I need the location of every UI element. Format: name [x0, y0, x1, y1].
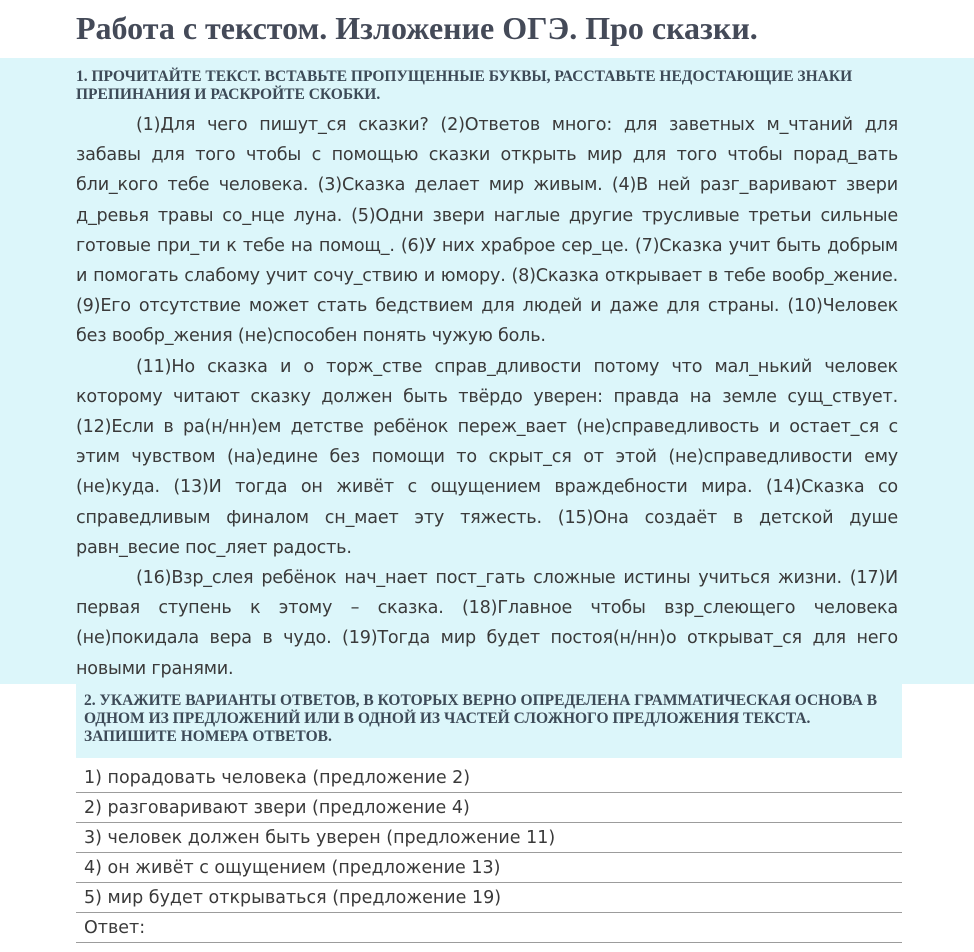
answer-line[interactable] [76, 913, 902, 943]
text-paragraph-1: (1)Для чего пишут_ся сказки? (2)Ответов много: для заветных м_чтаний для забавы для того чтобы с помощью сказки открыть мир для того чтобы порад_вать бли_кого тебе человека. (3)Сказка делает мир живым. (4)В ней разг_варивают звери д_ревья травы со_нце луна. (5)Одни звери наглые другие трусливые третьи сильные готовые при_ти к тебе на помощ_. (6)У них храброе сер_це. (7)Сказка учит быть добрым и помогать слабому учит сочу_ствию и юмору. (8)Сказка открывает в тебе вообр_жение. (9)Его отсутствие может стать бедствием для людей и даже для страны. (10)Человек без вообр_жения (не)способен понять чужую боль. [76, 115, 898, 347]
text-paragraph-3: (16)Взр_слея ребёнок нач_нает пост_гать сложные истины учиться жизни. (17)И первая ступень к этому – сказка. (18)Главное чтобы взр_слеющего человека (не)покидала вера в чудо. (19)Тогда мир будет постоя(н/нн)о открыват_ся для него новыми гранями. [76, 568, 898, 679]
answer-label: Ответ: [84, 918, 146, 938]
task-2-heading-box [76, 684, 902, 758]
page-title: Работа с текстом. Изложение ОГЭ. Про сказки. [76, 10, 758, 46]
text-paragraph-2: (11)Но сказка и о торж_стве справ_дливости потому что мал_нький человек которому читают сказку должен быть твёрдо уверен: правда на земле сущ_ствует. (12)Если в ра(н/нн)ем детстве ребёнок переж_вает (не)справедливость и остает_ся с этим чувством (на)едине без помощи то скрыт_ся от этой (не)справедливости ему (не)куда. (13)И тогда он живёт с ощущением враждебности мира. (14)Сказка со справедливым финалом сн_мает эту тяжесть. (15)Она создаёт в детской душе равн_весие пос_ляет радость. [76, 356, 898, 558]
task-1-section [0, 58, 974, 684]
answer-option-2: 2) разговаривают звери (предложение 4) [76, 793, 902, 823]
task-2-heading: 2. УКАЖИТЕ ВАРИАНТЫ ОТВЕТОВ, В КОТОРЫХ ВЕРНО ОПРЕДЕЛЕНА ГРАММАТИЧЕСКАЯ ОСНОВА В ОДНОМ ИЗ ПРЕДЛОЖЕНИЙ ИЛИ В ОДНОЙ ИЗ ЧАСТЕЙ СЛОЖНОГО ПРЕДЛОЖЕНИЯ ТЕКСТА. ЗАПИШИТЕ НОМЕРА ОТВЕТОВ. [84, 692, 878, 745]
task-1-heading: 1. ПРОЧИТАЙТЕ ТЕКСТ. ВСТАВЬТЕ ПРОПУЩЕННЫЕ БУКВЫ, РАССТАВЬТЕ НЕДОСТАЮЩИЕ ЗНАКИ ПРЕПИНАНИЯ И РАСКРОЙТЕ СКОБКИ. [76, 68, 853, 103]
answer-option-3: 3) человек должен быть уверен (предложение 11) [76, 823, 902, 853]
answer-option-5: 5) мир будет открываться (предложение 19) [76, 883, 902, 913]
answer-option-4: 4) он живёт с ощущением (предложение 13) [76, 853, 902, 883]
task-1-text [76, 110, 898, 684]
answer-options [76, 763, 902, 943]
answer-option-1: 1) порадовать человека (предложение 2) [76, 763, 902, 793]
